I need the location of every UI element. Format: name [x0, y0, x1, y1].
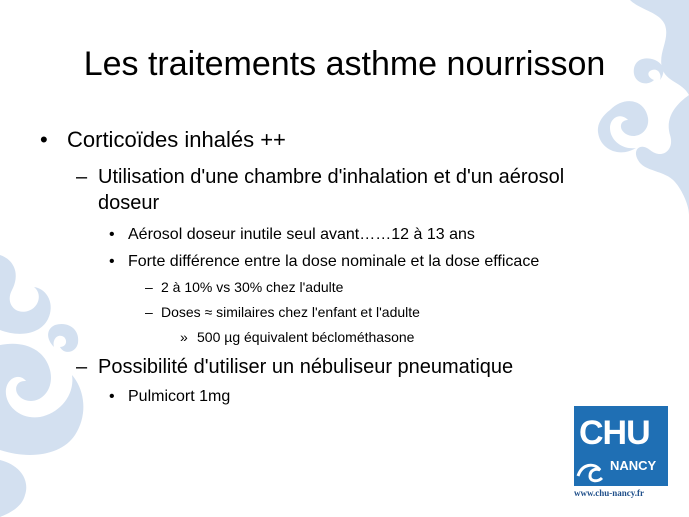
bullet-level3-marker: • — [109, 226, 115, 243]
bullet-level2-marker: – — [76, 166, 88, 188]
bullet-level4-text: Doses ≈ similaires chez l'enfant et l'adulte — [161, 304, 420, 320]
bullet-level4-marker: – — [145, 279, 153, 295]
bullet-level4-text: 2 à 10% vs 30% chez l'adulte — [161, 279, 344, 295]
bullet-level3-marker: • — [109, 253, 115, 270]
logo-chu-text: CHU — [579, 414, 650, 452]
bullet-level3-text: Forte différence entre la dose nominale et la dose efficace — [128, 253, 540, 270]
bullet-level3-marker: • — [109, 388, 115, 405]
logo-nancy-text: NANCY — [610, 458, 657, 473]
slide-title: Les traitements asthme nourrisson — [83, 45, 606, 83]
decorative-scroll-top-right — [570, 0, 689, 230]
bullet-level2-text: Possibilité d'utiliser un nébuliseur pneumatique — [98, 356, 514, 378]
bullet-level2-text-continuation: doseur — [98, 192, 160, 214]
bullet-level5-marker: » — [180, 329, 188, 345]
bullet-level3-text: Pulmicort 1mg — [128, 388, 231, 405]
chu-nancy-logo — [574, 406, 668, 500]
bullet-level2-text: Utilisation d'une chambre d'inhalation et d'un aérosol — [98, 166, 565, 188]
decorative-scroll-bottom-left — [0, 255, 95, 517]
bullet-level4-marker: – — [145, 304, 153, 320]
bullet-level5-text: 500 µg équivalent béclométhasone — [197, 329, 415, 345]
bullet-level2-marker: – — [76, 356, 88, 378]
bullet-level1-marker: • — [40, 127, 48, 152]
logo-url-text: www.chu-nancy.fr — [574, 488, 645, 498]
bullet-level1-text: Corticoïdes inhalés ++ — [67, 127, 286, 152]
logo-wave-icon — [576, 456, 608, 484]
bullet-level3-text: Aérosol doseur inutile seul avant……12 à 13 ans — [128, 226, 475, 243]
